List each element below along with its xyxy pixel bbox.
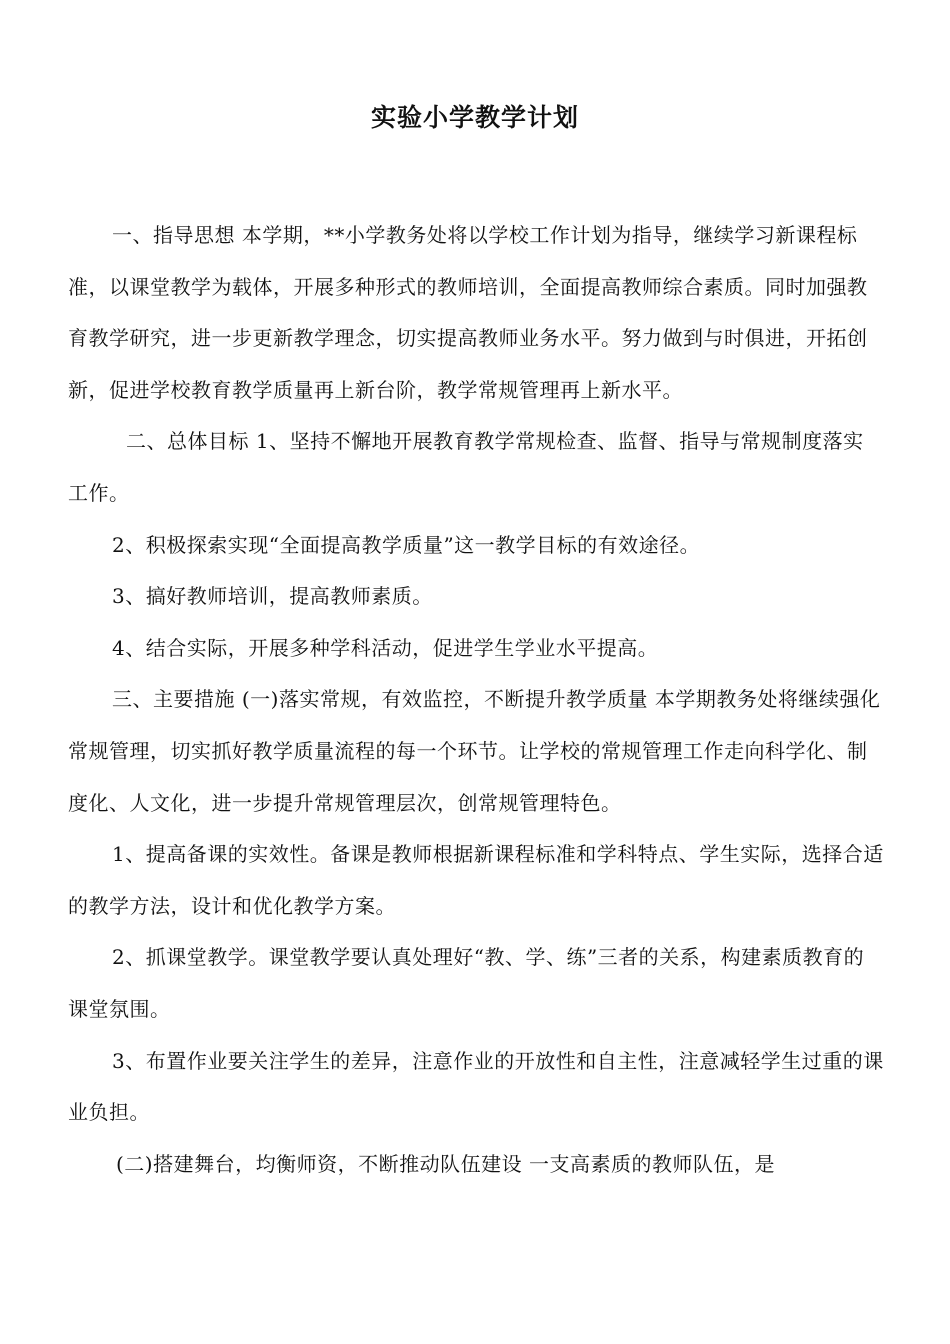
paragraph-measure-2: 2、抓课堂教学。课堂教学要认真处理好“教、学、练”三者的关系，构建素质教育的课堂氛围。 bbox=[68, 945, 865, 1021]
paragraph-section-2: (二)搭建舞台，均衡师资，不断推动队伍建设 一支高素质的教师队伍，是 bbox=[116, 1151, 775, 1176]
paragraph-measure-1: 1、提高备课的实效性。备课是教师根据新课程标准和学科特点、学生实际，选择合适的教学方法，设计和优化教学方案。 bbox=[68, 842, 884, 918]
paragraph-main-measures: 三、主要措施 (一)落实常规，有效监控，不断提升教学质量 本学期教务处将继续强化常规管理，切实抓好教学质量流程的每一个环节。让学校的常规管理工作走向科学化、制度化、人文化，进一步提升常规管理层次，创常规管理特色。 bbox=[68, 687, 881, 815]
paragraph-goal-2: 2、积极探索实现“全面提高教学质量”这一教学目标的有效途径。 bbox=[112, 532, 701, 557]
paragraph-goal-4: 4、结合实际，开展多种学科活动，促进学生学业水平提高。 bbox=[112, 635, 659, 660]
document-title: 实验小学教学计划 bbox=[370, 103, 579, 132]
paragraph-measure-3: 3、布置作业要关注学生的差异，注意作业的开放性和自主性，注意减轻学生过重的课业负担。 bbox=[68, 1048, 884, 1125]
paragraph-overall-goals: 二、总体目标 1、坚持不懈地开展教育教学常规检查、监督、指导与常规制度落实工作。 bbox=[68, 429, 864, 505]
document-body bbox=[68, 210, 884, 1190]
paragraph-goal-3: 3、搞好教师培训，提高教师素质。 bbox=[112, 584, 433, 609]
paragraph-guiding-ideology: 一、指导思想 本学期，**小学教务处将以学校工作计划为指导，继续学习新课程标准，以课堂教学为载体，开展多种形式的教师培训，全面提高教师综合素质。同时加强教育教学研究，进一步更新教学理念，切实提高教师业务水平。努力做到与时俱进，开拓创新，促进学校教育教学质量再上新台阶，教学常规管理再上新水平。 bbox=[68, 223, 868, 402]
